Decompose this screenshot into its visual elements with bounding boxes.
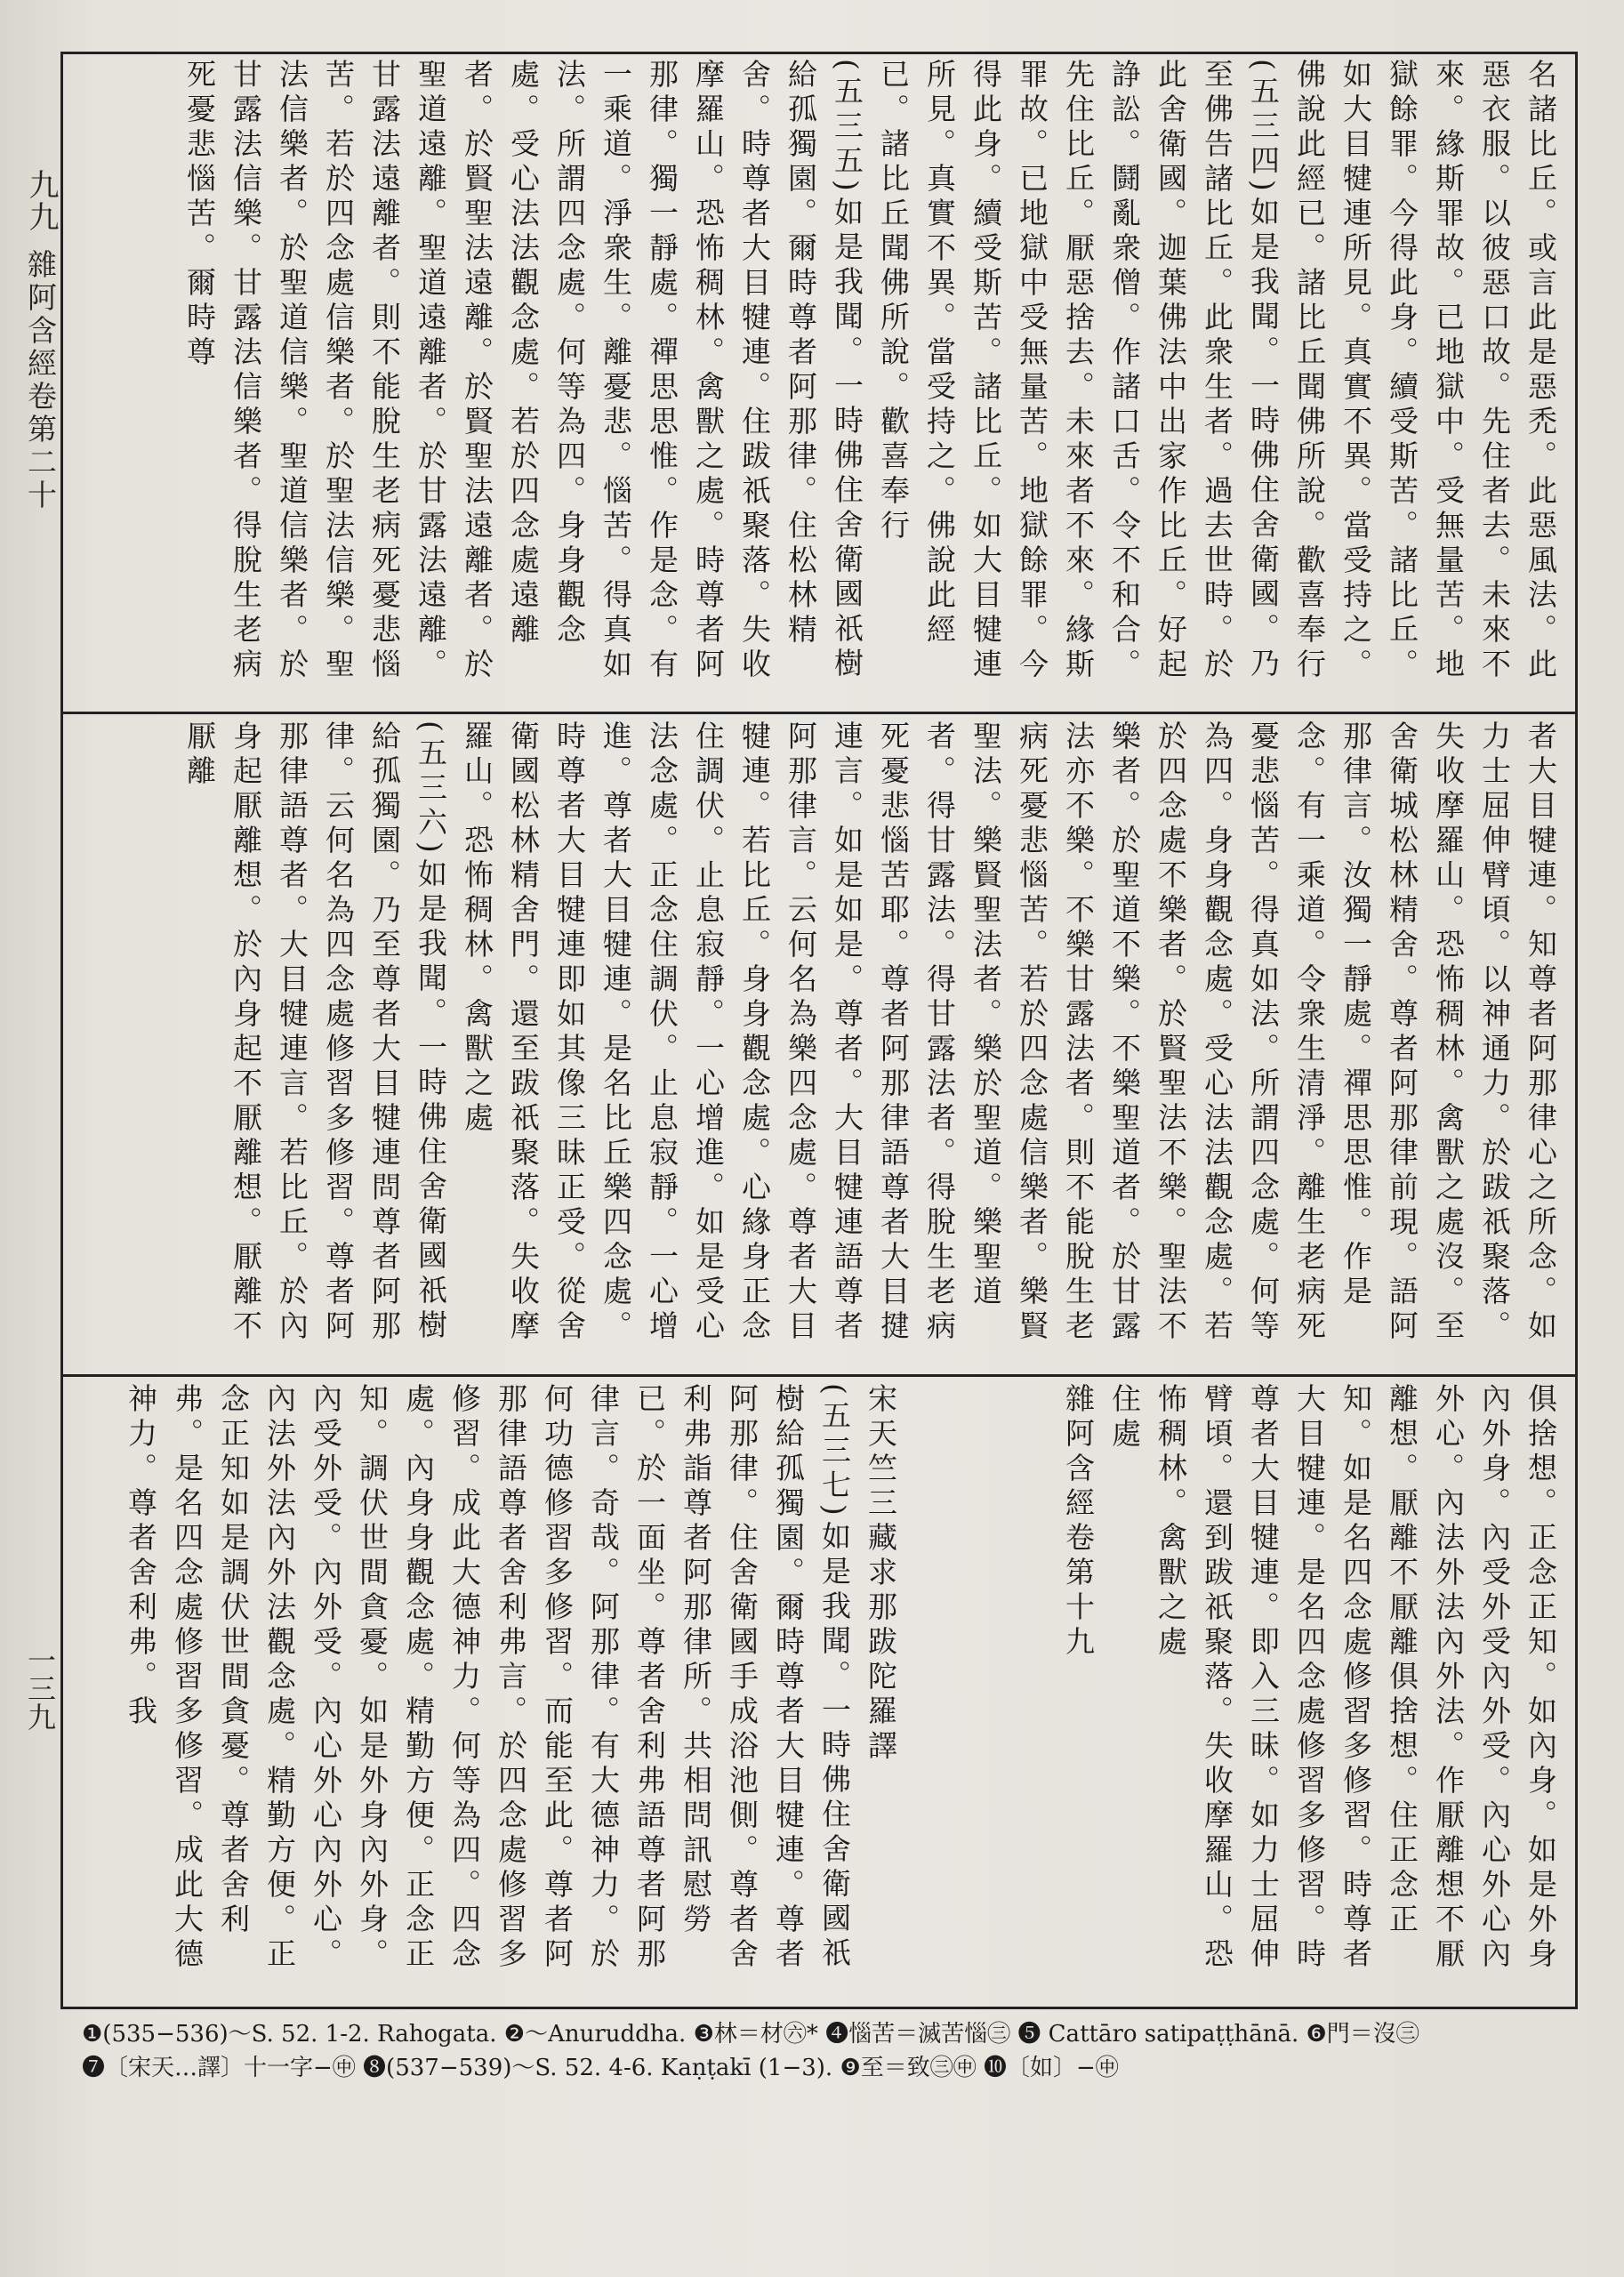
footnote-line: ❼〔宋天…譯〕十一字−㊥ ❽(537−539)〜S. 52. 4-6. Kaṇṭakī (1−3). ❾至＝致㊂㊥ ❿〔如〕−㊥	[82, 2055, 1119, 2081]
running-title: 雜阿含經卷第二十	[23, 249, 58, 512]
paragraph: (五三五)如是我聞。一時佛住舍衛國祇樹給孤獨園。爾時尊者阿那律。住松林精舍。時尊者大目犍連。住跋祇聚落。失收摩羅山。恐怖稠林。禽獸之處。時尊者阿那律。獨一靜處。禪思思惟。作是念。有一乘道。淨衆生。離憂悲。惱苦。得真如法。所謂四念處。何等為四。身身觀念處。受心法法觀念處。若於四念處遠離者。於賢聖法遠離。於賢聖法遠離者。於聖道遠離。聖道遠離者。於甘露法遠離。甘露法遠離者。則不能脫生老病死憂悲惱苦。若於四念處信樂者。於聖法信樂。聖法信樂者。於聖道信樂。聖道信樂者。於甘露法信樂。甘露法信樂者。得脫生老病死憂悲惱苦。爾時尊	[182, 59, 864, 683]
paragraph: (五三六)如是我聞。一時佛住舍衛國祇樹給孤獨園。乃至尊者大目犍連問尊者阿那律。云何名為四念處修習多修習。尊者阿那律語尊者。大目犍連言。若比丘。於內身起厭離想。於內身起不厭離想。厭離不厭離	[182, 720, 448, 1345]
paragraph: (五三七)如是我聞。一時佛住舍衛國祇樹給孤獨園。爾時尊者大目犍連。尊者阿那律。住舍衛國手成浴池側。尊者舍利弗詣尊者阿那律所。共相問訊慰勞已。於一面坐。尊者舍利弗語尊者阿那律言。奇哉。阿那律。有大德神力。於何功德修習多修習。而能至此。尊者阿那律語尊者舍利弗言。於四念處修習多修習。成此大德神力。何等為四。四念處。內身身觀念處。精勤方便。正念正知。調伏世間貪憂。如是外身內外身。內受外受。內外受。內心外心內外心。內法外法內外法觀念處。精勤方便。正念正知如是調伏世間貪憂。尊者舍利弗。是名四念處修習多修習。成此大德神力。尊者舍利弗。我	[124, 1383, 852, 1973]
paragraph: 住處	[1107, 1383, 1142, 1452]
panel-divider-1	[60, 712, 1575, 714]
panel-divider-2	[60, 1374, 1575, 1377]
page-number: 一三九	[23, 1645, 57, 1731]
footnotes	[82, 2017, 1576, 2085]
bottom-panel-text	[60, 1383, 1564, 1997]
section-number: 九九	[23, 169, 59, 233]
paragraph: 者大目犍連。知尊者阿那律心之所念。如力士屈伸臂頃。以神通力。於跋祇聚落。失收摩羅山。恐怖稠林。禽獸之處沒。至舍衛城松林精舍。尊者阿那律前現。語阿那律言。汝獨一靜處。禪思思惟。作是念。有一乘道。令衆生清淨。離生老病死憂悲惱苦。得真如法。所謂四念處。何等為四。身身觀念處。受心法法觀念處。若於四念處不樂者。於賢聖法不樂。聖法不樂者。於聖道不樂。不樂聖道者。於甘露法亦不樂。不樂甘露法者。則不能脫生老病死憂悲惱苦。若於四念處信樂者。樂賢聖法。樂賢聖法者。樂於聖道。樂聖道者。得甘露法。得甘露法者。得脫生老病死憂悲惱苦耶。尊者阿那律語尊者大目揵連言。如是如是。尊者。大目犍連語尊者阿那律言。云何名為樂四念處。尊者大目犍連。若比丘。身身觀念處。心緣身正念住調伏。止息寂靜。一心增進。如是受心法念處。正念住調伏。止息寂靜。一心增進。尊者大目犍連。是名比丘樂四念處。時尊者大目犍連即如其像三昧正受。從舍衛國松林精舍門。還至跋祇聚落。失收摩羅山。恐怖稠林。禽獸之處	[460, 720, 1558, 1345]
middle-panel-text	[60, 720, 1564, 1363]
paragraph: 名諸比丘。或言此是惡禿。此惡風法。此惡衣服。以彼惡口故。先住者去。未來不來。緣斯罪故。已地獄中。受無量苦。地獄餘罪。今得此身。續受斯苦。諸比丘。如大目犍連所見。真實不異。當受持之。佛說此經已。諸比丘聞佛所說。歡喜奉行	[1292, 59, 1558, 683]
footnote-line: ❶(535−536)〜S. 52. 1-2. Rahogata. ❷〜Anuruddha. ❸林＝材㊅* ❹惱苦＝滅苦惱㊂ ❺ Cattāro satipaṭṭhānā. ❻門＝沒㊂	[82, 2021, 1419, 2048]
top-panel-text	[60, 59, 1564, 701]
paragraph: 俱捨想。正念正知。如內身。如是外身內外身。內受外受內外受。內心外心內外心。內法外法內外法。作厭離想不厭離想。厭離不厭離俱捨想。住正念正知。如是名四念處修習多修習。時尊者大目犍連。是名四念處修習多修習。時尊者大目犍連。即入三昧。如力士屈伸臂頃。還到跋祇聚落。失收摩羅山。恐怖稠林。禽獸之處	[1154, 1383, 1558, 1973]
translator-line: 宋天竺三藏求那跋陀羅譯	[864, 1383, 898, 1765]
paragraph: 雜阿含經卷第十九	[1061, 1383, 1096, 1661]
paragraph: (五三四)如是我聞。一時佛住舍衛國。乃至佛告諸比丘。此衆生者。過去世時。於此舍衛國。迦葉佛法中出家作比丘。好起諍訟。鬪亂衆僧。作諸口舌。令不和合。先住比丘。厭惡捨去。未來者不來。緣斯罪故。已地獄中受無量苦。地獄餘罪。今得此身。續受斯苦。諸比丘。如大目犍連所見。真實不異。當受持之。佛說此經已。諸比丘聞佛所說。歡喜奉行	[876, 59, 1281, 683]
